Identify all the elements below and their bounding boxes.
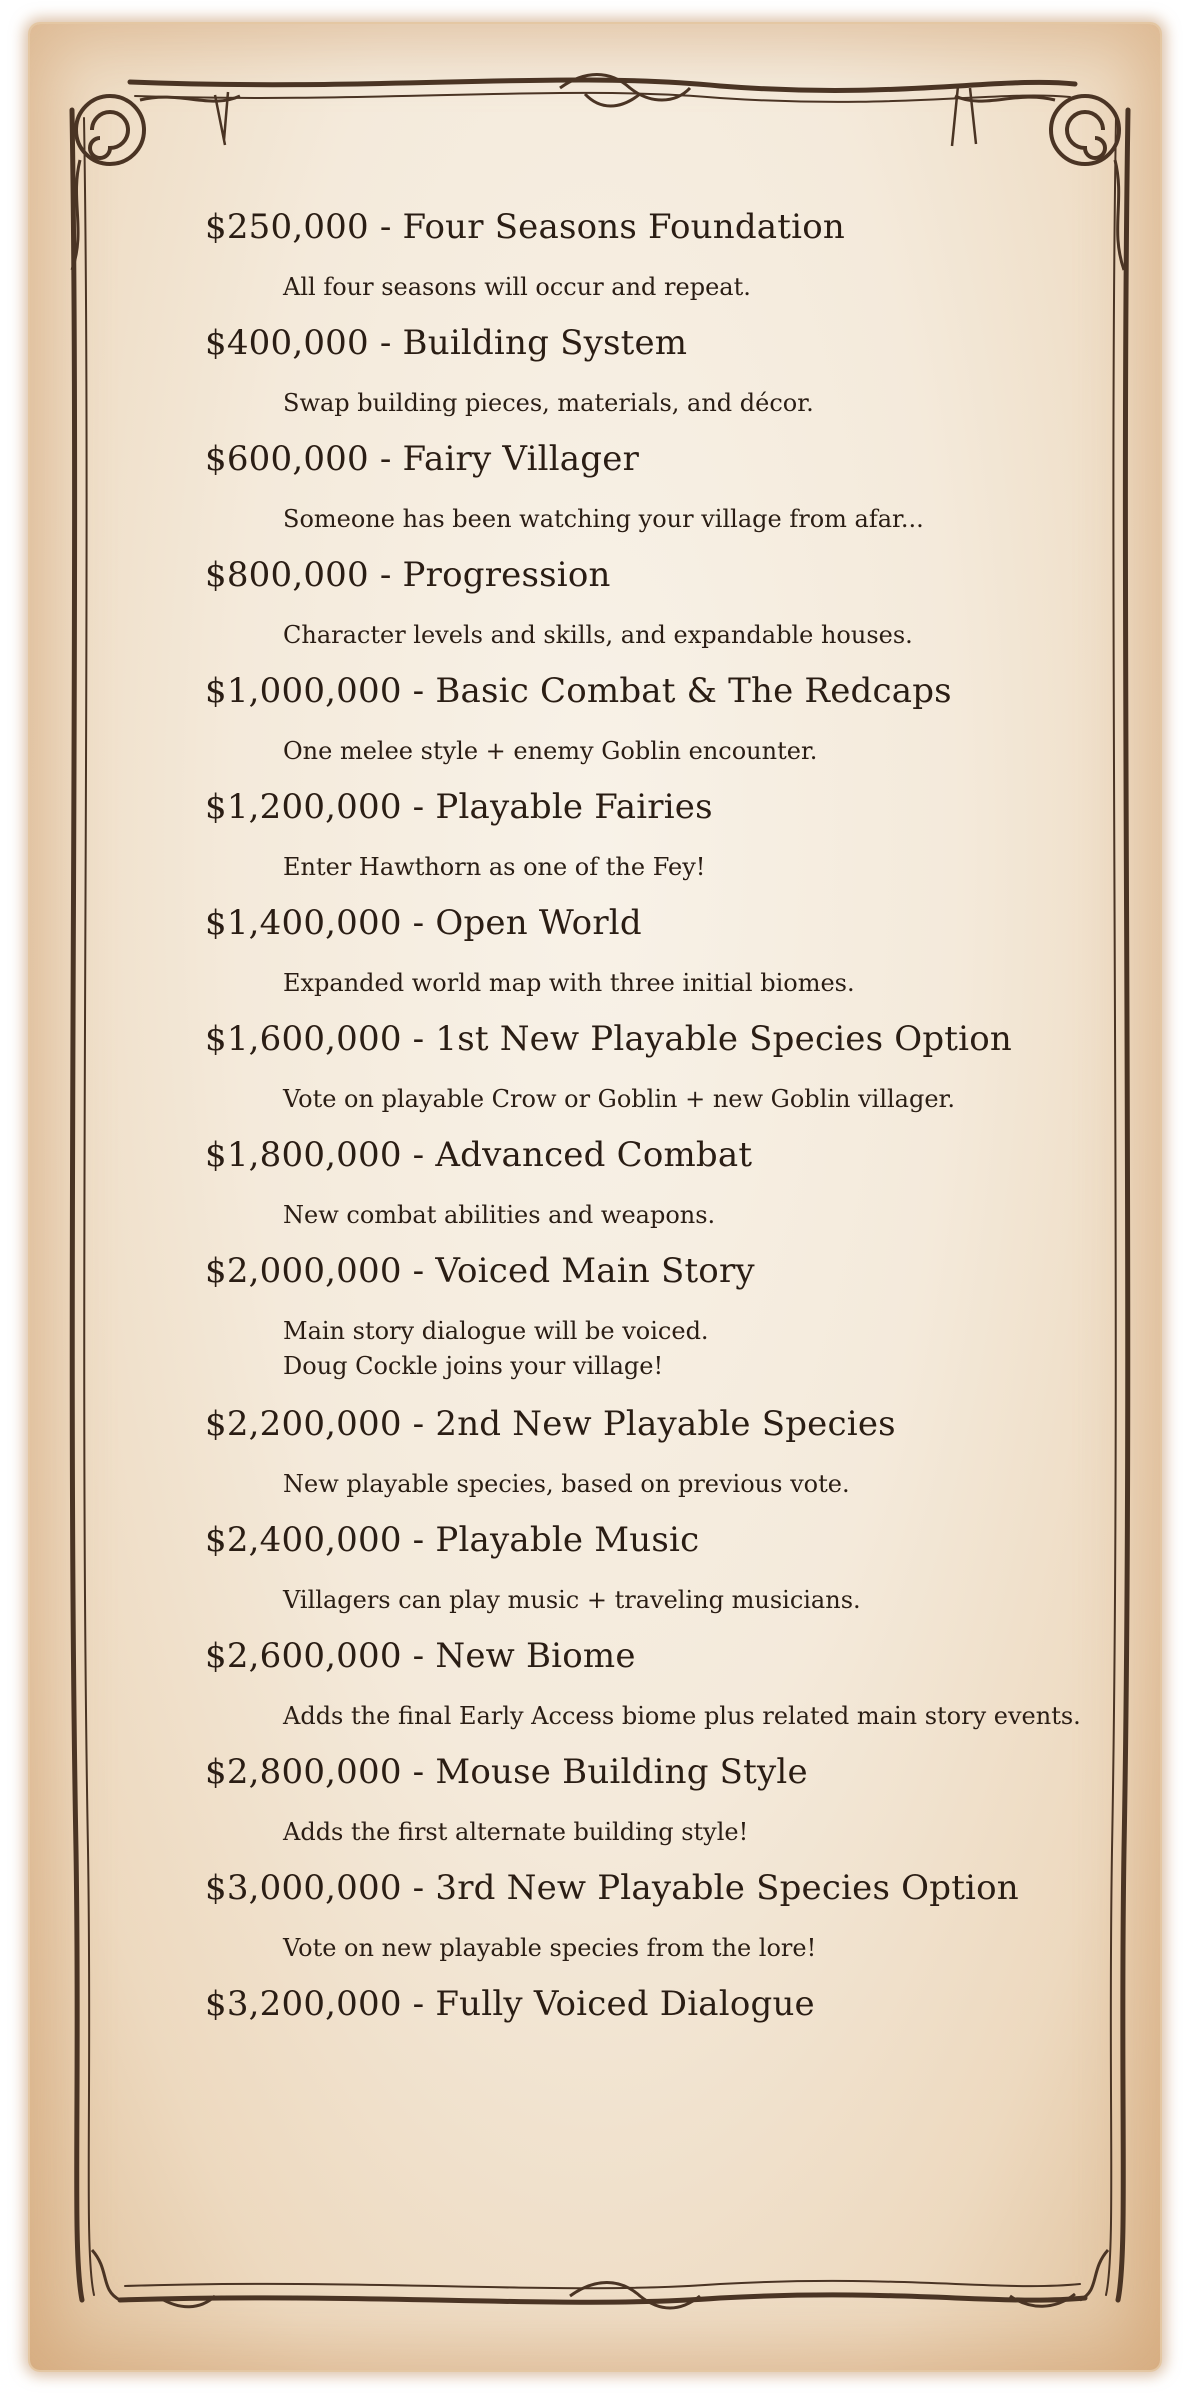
stretch-goal	[205, 205, 1105, 305]
goal-description: Someone has been watching your village from afar...	[283, 505, 924, 533]
goal-description: New playable species, based on previous vote.	[283, 1470, 850, 1498]
goal-description: Adds the final Early Access biome plus related main story events.	[283, 1702, 1081, 1730]
goal-title: $800,000 - Progression	[205, 555, 611, 595]
goal-title: $3,000,000 - 3rd New Playable Species Option	[205, 1868, 1019, 1908]
stretch-goal	[205, 901, 1105, 1001]
stretch-goal	[205, 437, 1105, 537]
goal-description: All four seasons will occur and repeat.	[283, 273, 751, 301]
goal-description: Villagers can play music + traveling musicians.	[283, 1586, 861, 1614]
goal-title: $1,400,000 - Open World	[205, 903, 642, 943]
goal-title: $3,200,000 - Fully Voiced Dialogue	[205, 1984, 815, 2024]
goal-title: $2,200,000 - 2nd New Playable Species	[205, 1404, 896, 1444]
stretch-goal	[205, 1518, 1105, 1618]
goal-description: New combat abilities and weapons.	[283, 1201, 716, 1229]
goal-description: Character levels and skills, and expandable houses.	[283, 621, 913, 649]
stretch-goal	[205, 1402, 1105, 1502]
goal-title: $1,600,000 - 1st New Playable Species Option	[205, 1019, 1012, 1059]
goal-description: Expanded world map with three initial biomes.	[283, 969, 855, 997]
stretch-goal	[205, 1750, 1105, 1850]
goal-title: $2,000,000 - Voiced Main Story	[205, 1251, 755, 1291]
goal-title: $1,800,000 - Advanced Combat	[205, 1135, 753, 1175]
goal-title: $2,800,000 - Mouse Building Style	[205, 1752, 808, 1792]
stretch-goal	[205, 1133, 1105, 1233]
goal-title: $600,000 - Fairy Villager	[205, 439, 640, 479]
stretch-goal	[205, 1866, 1105, 1966]
goal-description: Adds the first alternate building style!	[283, 1818, 749, 1846]
goal-title: $250,000 - Four Seasons Foundation	[205, 207, 845, 247]
goal-description: Vote on playable Crow or Goblin + new Goblin villager.	[283, 1085, 956, 1113]
stretch-goals-list	[205, 205, 1105, 2026]
goal-description: One melee style + enemy Goblin encounter.	[283, 737, 818, 765]
goal-description: Main story dialogue will be voiced. Doug Cockle joins your village!	[283, 1317, 709, 1380]
goal-description: Enter Hawthorn as one of the Fey!	[283, 853, 706, 881]
stretch-goal	[205, 1982, 1105, 2026]
goal-description: Vote on new playable species from the lore!	[283, 1934, 817, 1962]
goal-title: $1,000,000 - Basic Combat & The Redcaps	[205, 671, 952, 711]
stretch-goal	[205, 553, 1105, 653]
goal-title: $400,000 - Building System	[205, 323, 688, 363]
stretch-goal	[205, 1017, 1105, 1117]
goal-title: $2,400,000 - Playable Music	[205, 1520, 700, 1560]
stretch-goal	[205, 669, 1105, 769]
goal-description: Swap building pieces, materials, and décor.	[283, 389, 814, 417]
stretch-goal	[205, 321, 1105, 421]
stretch-goal	[205, 1249, 1105, 1384]
stretch-goal	[205, 785, 1105, 885]
goal-title: $1,200,000 - Playable Fairies	[205, 787, 713, 827]
stretch-goal	[205, 1634, 1105, 1734]
goal-title: $2,600,000 - New Biome	[205, 1636, 636, 1676]
